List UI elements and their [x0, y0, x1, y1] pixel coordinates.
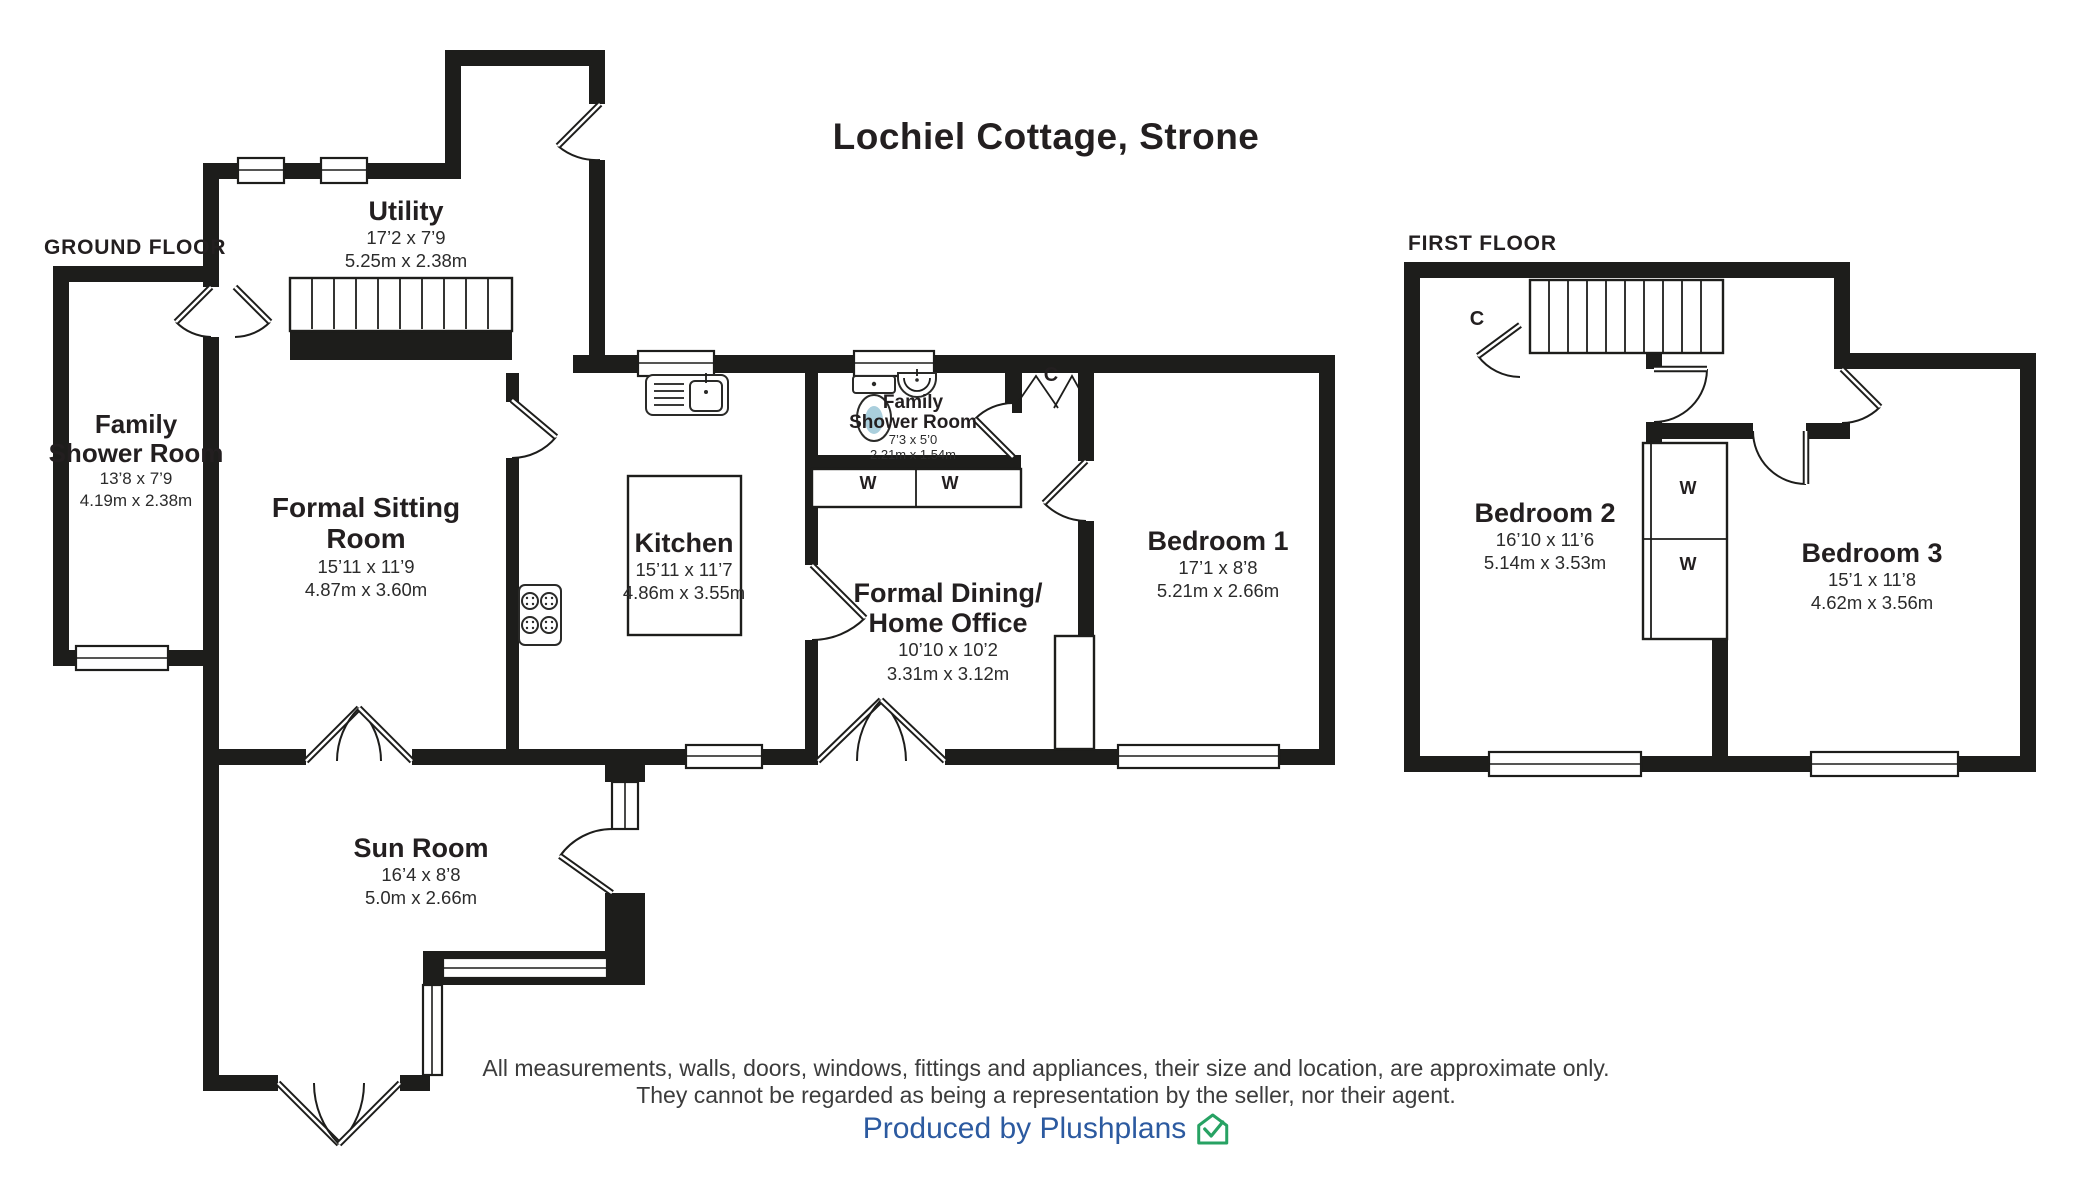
wardrobe-marker: W [859, 473, 877, 493]
room-dims-ft: 16’4 x 8’8 [381, 864, 461, 886]
room-label-bedroom-3 [1801, 538, 1942, 615]
wardrobe-block [1643, 443, 1727, 639]
door [1478, 325, 1520, 377]
window [238, 158, 284, 183]
room-label-sun-room [354, 833, 489, 910]
credit-text: Produced by Plushplans [862, 1112, 1187, 1145]
window [443, 958, 607, 978]
room-name: Bedroom 3 [1801, 538, 1943, 568]
room-name: Family Shower Room [48, 409, 224, 469]
staircase-ground [290, 278, 512, 331]
wardrobe-marker: W [1679, 478, 1697, 498]
door [512, 400, 556, 458]
window [423, 985, 442, 1075]
room-dims-ft: 17’2 x 7’9 [366, 227, 446, 249]
room-dims-m: 4.19m x 2.38m [79, 490, 193, 510]
room-dims-ft: 16’10 x 11’6 [1495, 529, 1595, 551]
hob-icon [519, 585, 561, 645]
cupboard-marker: C [1469, 308, 1485, 330]
first-floor-label: FIRST FLOOR [1408, 232, 1557, 255]
room-dims-ft: 17’1 x 8’8 [1178, 557, 1258, 579]
window [76, 646, 168, 670]
door [176, 287, 211, 337]
room-label-formal-sitting-room [241, 492, 491, 601]
window [1489, 752, 1641, 776]
room-dims-ft: 7’3 x 5’0 [888, 431, 938, 447]
door [558, 104, 600, 160]
room-name: Kitchen [634, 528, 734, 558]
room-name: Family Shower Room [849, 392, 977, 433]
room-dims-m: 4.87m x 3.60m [304, 578, 428, 600]
room-label-kitchen [623, 528, 745, 605]
door [560, 829, 612, 893]
room-label-utility [345, 196, 467, 273]
room-label-family-shower-room [46, 410, 226, 511]
room-name: Bedroom 1 [1147, 526, 1289, 556]
door [235, 287, 270, 337]
door [1044, 461, 1086, 521]
room-dims-m: 3.31m x 3.12m [886, 662, 1010, 684]
room-name: Bedroom 2 [1474, 498, 1616, 528]
room-label-bedroom-2 [1474, 498, 1615, 575]
room-label-formal-dining [818, 578, 1078, 685]
door [1842, 369, 1880, 423]
room-name: Formal Sitting Room [271, 492, 461, 555]
wardrobe-marker: W [941, 473, 959, 493]
room-dims-m: 5.21m x 2.66m [1156, 580, 1280, 602]
disclaimer-line-1: All measurements, walls, doors, windows, fittings and appliances, their size and location, are approximate only. [482, 1055, 1610, 1081]
wardrobe-marker: W [1679, 554, 1697, 574]
door [975, 403, 1013, 457]
room-dims-ft: 10’10 x 10’2 [898, 639, 998, 661]
room-dims-m: 4.86m x 3.55m [622, 582, 746, 604]
room-name: Formal Dining/ Home Office [853, 578, 1043, 639]
room-dims-ft: 13’8 x 7’9 [99, 469, 173, 489]
room-label-small-shower-room [847, 393, 979, 463]
room-dims-m: 5.14m x 3.53m [1483, 552, 1607, 574]
disclaimer-line-2: They cannot be regarded as being a representation by the seller, nor their agent. [636, 1082, 1456, 1108]
window [1811, 752, 1958, 776]
door [1654, 369, 1707, 422]
room-name: Utility [368, 196, 444, 226]
cupboard-marker: C [1043, 364, 1059, 386]
staircase-first [1530, 280, 1723, 353]
door [1753, 431, 1806, 484]
room-dims-m: 4.62m x 3.56m [1810, 592, 1934, 614]
ground-floor-label: GROUND FLOOR [44, 236, 227, 259]
room-dims-m: 5.0m x 2.66m [364, 887, 478, 909]
page-title: Lochiel Cottage, Strone [832, 116, 1260, 157]
window [638, 351, 714, 376]
room-label-bedroom-1 [1147, 526, 1288, 603]
window [686, 745, 762, 768]
closet-row-shower [812, 469, 1021, 507]
room-name: Sun Room [353, 833, 489, 863]
room-dims-m: 5.25m x 2.38m [344, 250, 468, 272]
window [1118, 745, 1279, 768]
room-dims-ft: 15’1 x 11’8 [1827, 569, 1917, 591]
plushplans-logo-icon [1195, 1112, 1229, 1146]
room-dims-m: 2.21m x 1.54m [870, 446, 956, 462]
credit-row [863, 1112, 1230, 1146]
room-dims-ft: 15’11 x 11’7 [635, 559, 733, 581]
window [321, 158, 367, 183]
sink-icon [646, 373, 728, 415]
window [612, 782, 638, 829]
room-dims-ft: 15’11 x 11’9 [317, 555, 415, 577]
